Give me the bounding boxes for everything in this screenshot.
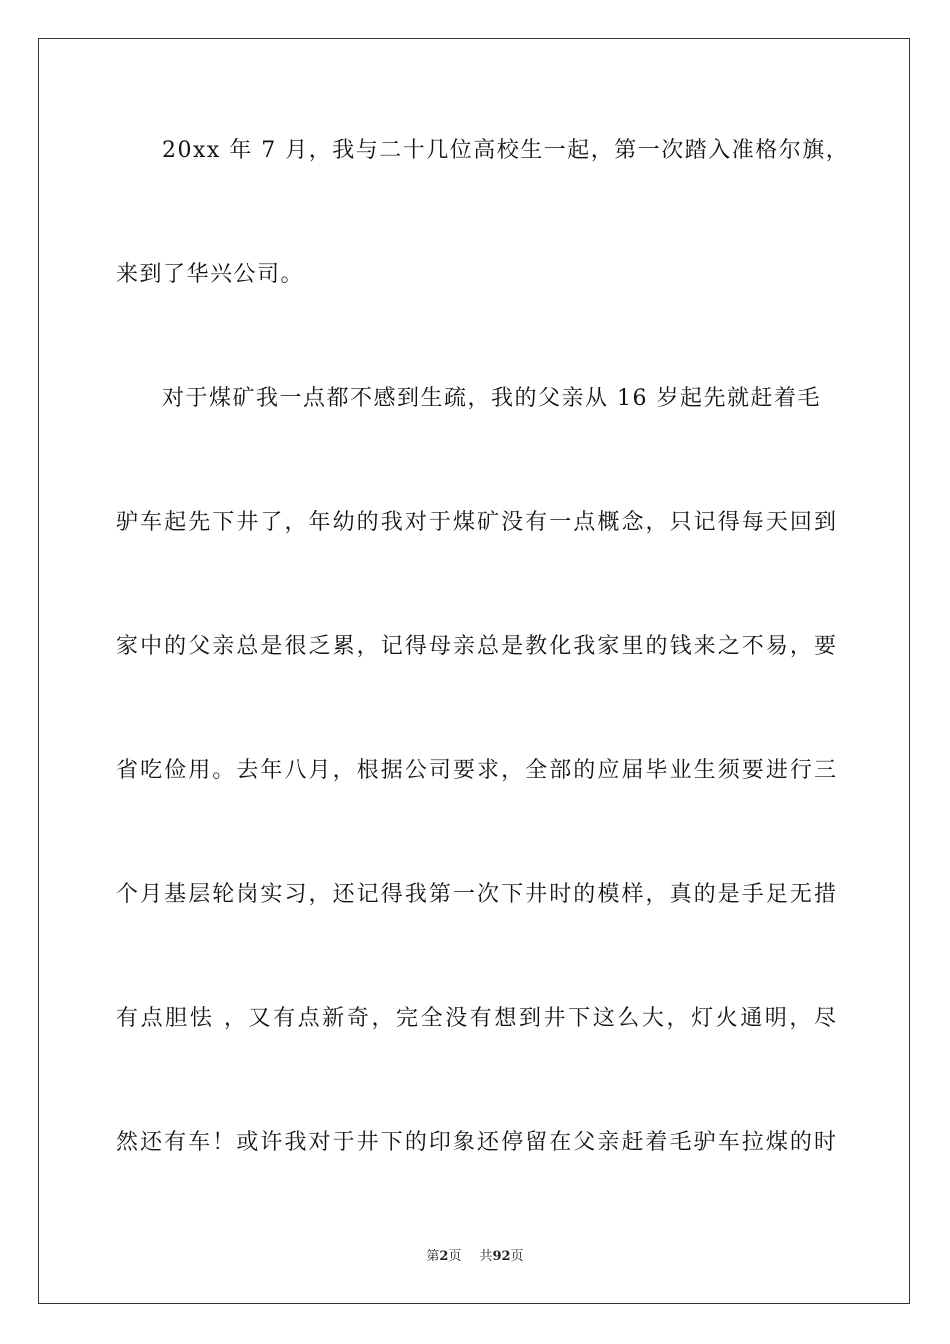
footer-total-suffix: 页: [510, 1249, 524, 1264]
page-border: [38, 38, 910, 1304]
footer-page-suffix: 页: [448, 1249, 462, 1264]
paragraph-line-5: 家中的父亲总是很乏累，记得母亲总是教化我家里的钱来之不易，要: [116, 634, 836, 659]
paragraph-line-3: 对于煤矿我一点都不感到生疏，我的父亲从 16 岁起先就赶着毛: [162, 386, 821, 411]
footer-total-pages: 92: [492, 1249, 511, 1264]
paragraph-line-9: 然还有车！或许我对于井下的印象还停留在父亲赶着毛驴车拉煤的时: [116, 1130, 836, 1155]
page-footer: [0, 1248, 950, 1266]
paragraph-line-2: 来到了华兴公司。: [116, 262, 305, 287]
footer-total-prefix: 共: [479, 1249, 493, 1264]
footer-page-prefix: 第: [426, 1249, 440, 1264]
paragraph-line-1: 20xx 年 7 月，我与二十几位高校生一起，第一次踏入准格尔旗，: [162, 138, 850, 163]
paragraph-line-7: 个月基层轮岗实习，还记得我第一次下井时的模样，真的是手足无措: [116, 882, 836, 907]
paragraph-line-4: 驴车起先下井了，年幼的我对于煤矿没有一点概念，只记得每天回到: [116, 510, 836, 535]
paragraph-line-6: 省吃俭用。去年八月，根据公司要求，全部的应届毕业生须要进行三: [116, 758, 836, 783]
footer-page-number: 2: [439, 1249, 449, 1264]
paragraph-line-8: 有点胆怯 ，又有点新奇，完全没有想到井下这么大，灯火通明，尽: [116, 1006, 836, 1031]
